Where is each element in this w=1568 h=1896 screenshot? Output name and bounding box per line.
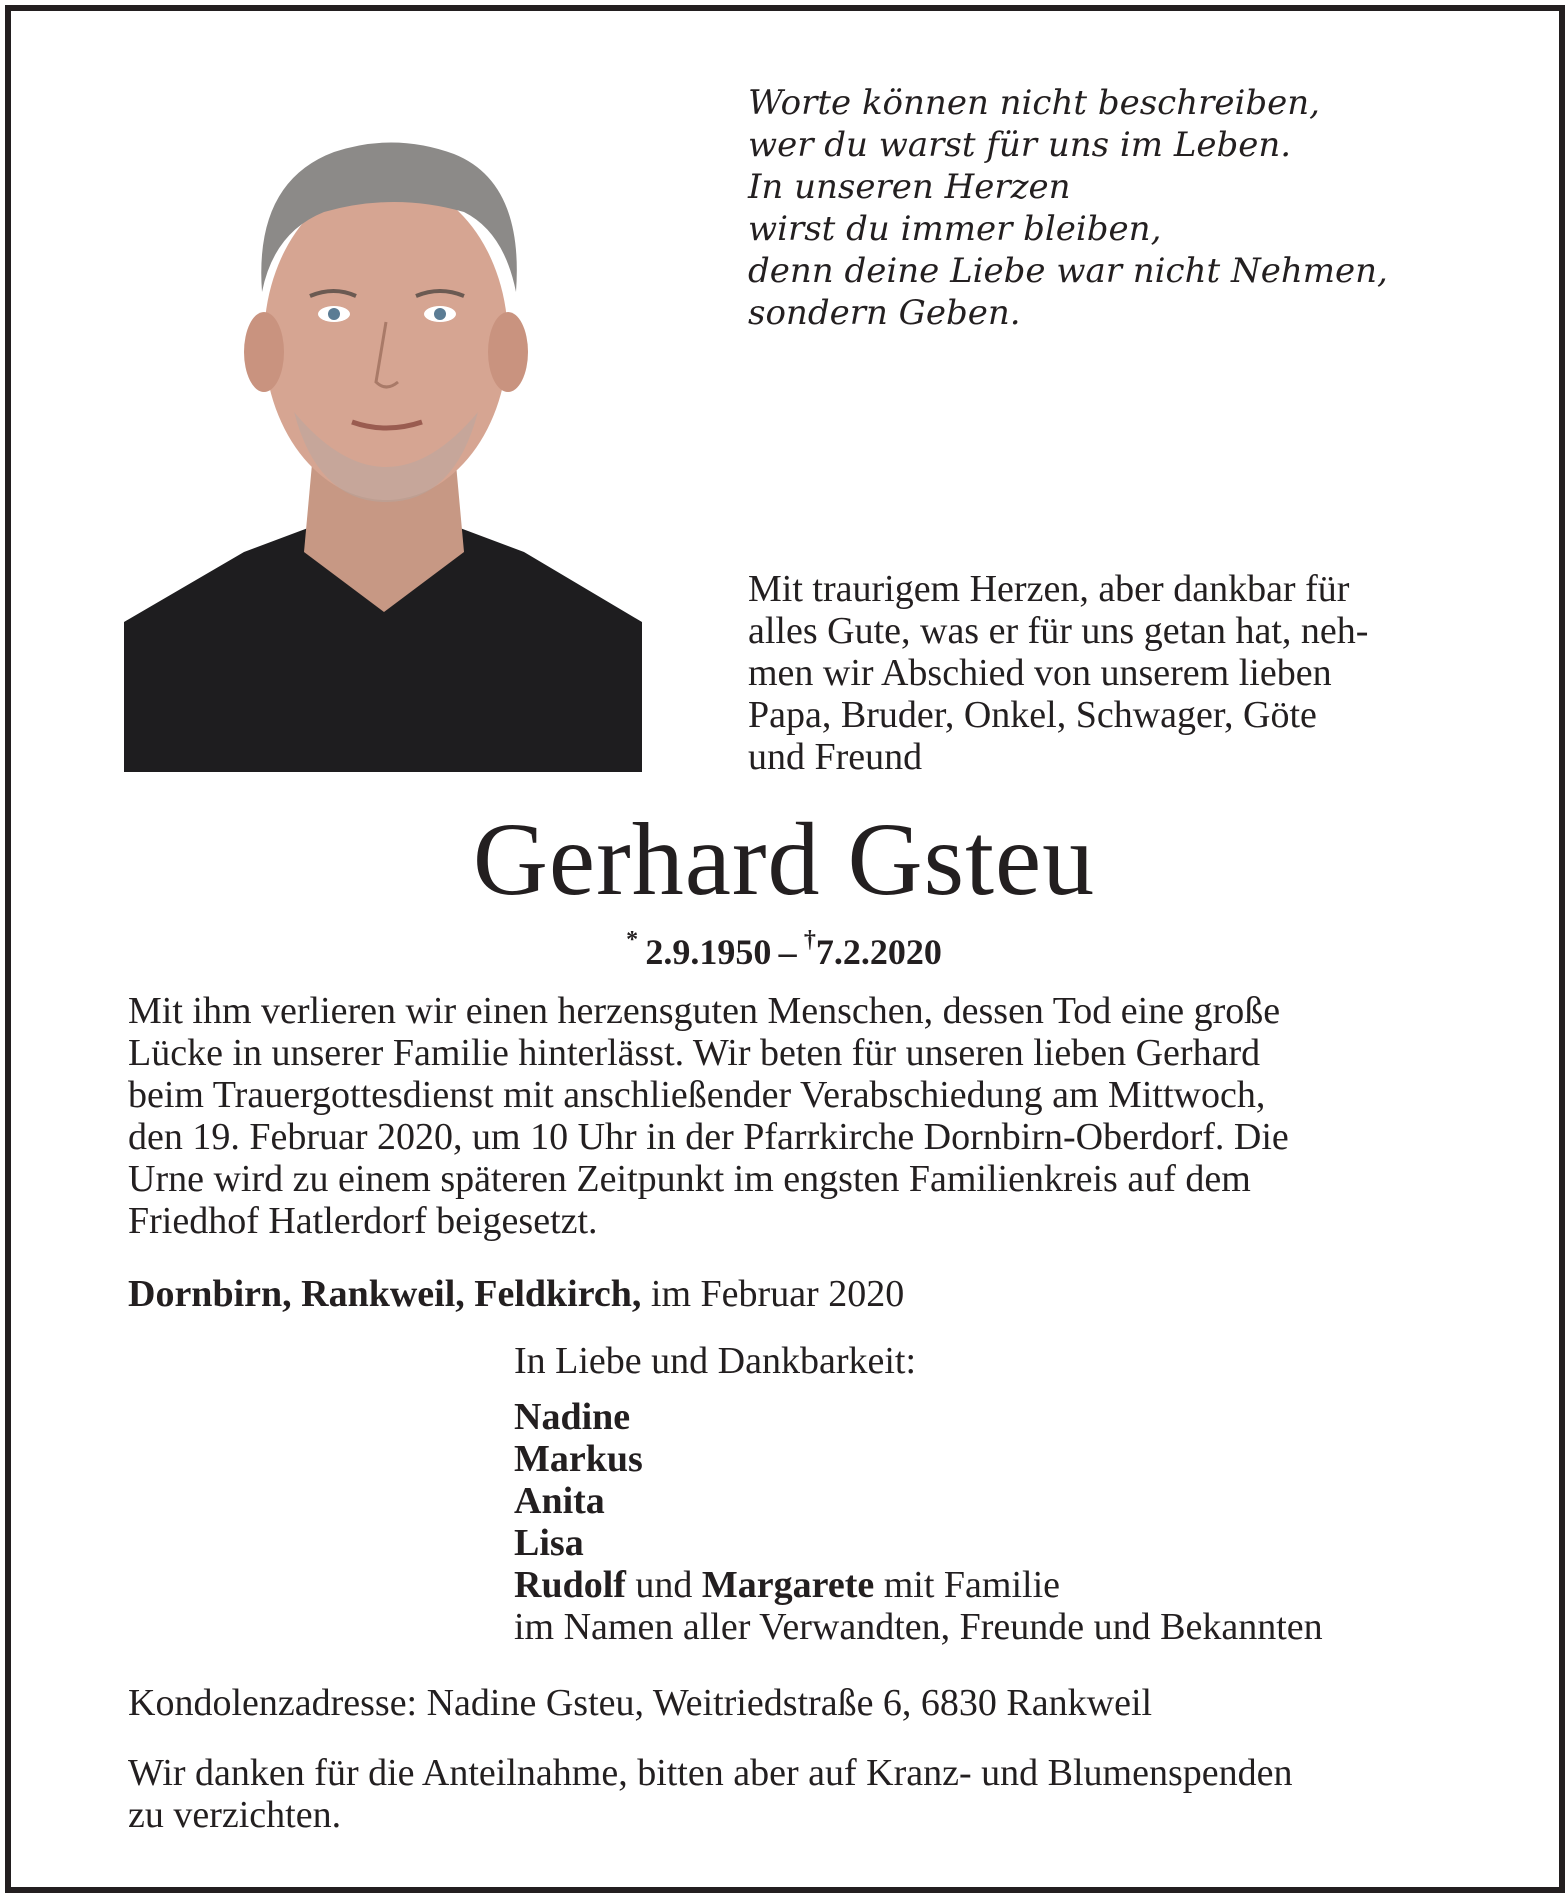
death-date: 7.2.2020 <box>815 932 942 972</box>
poem-line: wer du warst für uns im Leben. <box>748 125 1292 165</box>
mourners-closing: im Namen aller Verwandten, Freunde und Bekannten <box>514 1606 1323 1648</box>
body-line: Mit ihm verlieren wir einen herzensguten Menschen, dessen Tod eine große <box>128 990 1281 1032</box>
poem-line: wirst du immer bleiben, <box>748 209 1162 249</box>
poem-line: In unseren Herzen <box>748 167 1071 207</box>
thanks-note <box>128 1752 1436 1836</box>
poem-line: sondern Geben. <box>748 293 1021 333</box>
funeral-notice-text <box>128 990 1436 1242</box>
poem-line: denn deine Liebe war nicht Nehmen, <box>748 251 1388 291</box>
thanks-line: zu verzichten. <box>128 1794 342 1836</box>
condolence-address: Kondolenzadresse: Nadine Gsteu, Weitriedstraße 6, 6830 Rankweil <box>128 1682 1153 1724</box>
body-line: beim Trauergottesdienst mit anschließender Verabschiedung am Mittwoch, <box>128 1074 1266 1116</box>
family-connector: und <box>635 1564 693 1606</box>
intro-line: alles Gute, was er für uns getan hat, neh- <box>748 610 1369 652</box>
intro-text <box>748 568 1452 778</box>
intro-line: men wir Abschied von unserem lieben <box>748 652 1332 694</box>
mourners-list <box>514 1340 1454 1648</box>
date-separator: – <box>778 932 797 972</box>
portrait-photo <box>124 82 642 772</box>
birth-symbol: * <box>626 927 639 953</box>
notice-date: im Februar 2020 <box>650 1273 905 1315</box>
mourner-name: Nadine <box>514 1396 631 1438</box>
family-suffix: mit Familie <box>883 1564 1061 1606</box>
towns: Dornbirn, Rankweil, Feldkirch, <box>128 1273 642 1315</box>
body-line: Lücke in unserer Familie hinterlässt. Wir beten für unseren lieben Gerhard <box>128 1032 1261 1074</box>
birth-date: 2.9.1950 <box>645 932 772 972</box>
mourner-name: Markus <box>514 1438 643 1480</box>
mourner-name: Anita <box>514 1480 605 1522</box>
place-and-date <box>128 1272 1436 1316</box>
mourners-label: In Liebe und Dankbarkeit: <box>514 1340 917 1382</box>
intro-line: Mit traurigem Herzen, aber dankbar für <box>748 568 1350 610</box>
body-line: Friedhof Hatlerdorf beigesetzt. <box>128 1200 598 1242</box>
deceased-name: Gerhard Gsteu <box>472 802 1096 917</box>
body-line: Urne wird zu einem späteren Zeitpunkt im engsten Familienkreis auf dem <box>128 1158 1251 1200</box>
mourner-name: Rudolf <box>514 1564 626 1606</box>
portrait-illustration <box>124 82 642 772</box>
intro-line: Papa, Bruder, Onkel, Schwager, Göte <box>748 694 1317 736</box>
intro-line: und Freund <box>748 736 923 778</box>
body-line: den 19. Februar 2020, um 10 Uhr in der Pfarrkirche Dornbirn-Oberdorf. Die <box>128 1116 1289 1158</box>
thanks-line: Wir danken für die Anteilnahme, bitten aber auf Kranz- und Blumenspenden <box>128 1752 1293 1794</box>
family-line <box>514 1564 1454 1606</box>
mourner-name: Margarete <box>701 1564 875 1606</box>
life-dates <box>0 922 1568 974</box>
poem-line: Worte können nicht beschreiben, <box>748 83 1320 123</box>
death-symbol: † <box>803 927 816 953</box>
poem <box>748 82 1468 334</box>
mourner-name: Lisa <box>514 1522 584 1564</box>
